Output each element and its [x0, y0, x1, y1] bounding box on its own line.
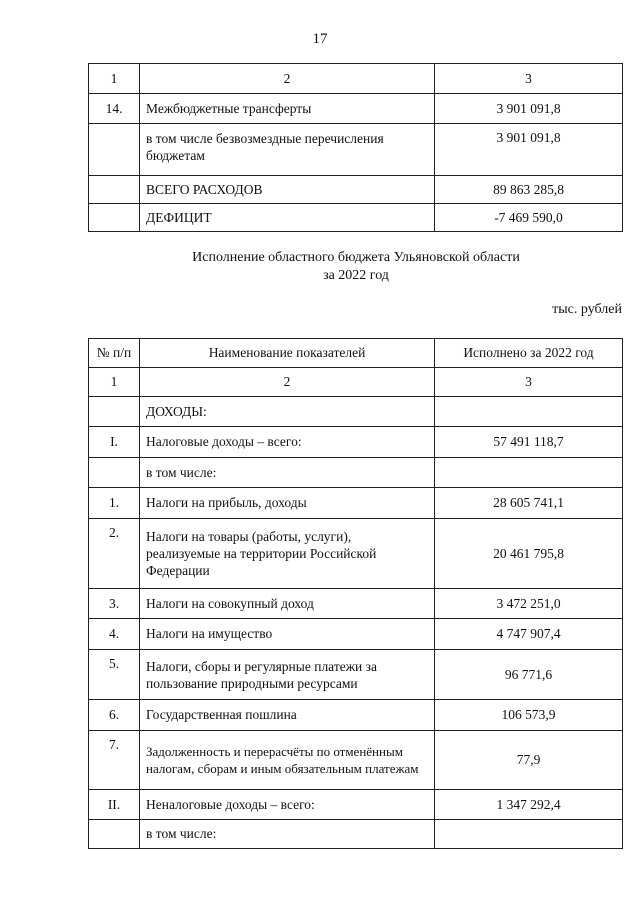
row-value: [435, 458, 623, 488]
report-title: [0, 249, 640, 285]
table-row: [89, 204, 623, 232]
row-name: Налоги на имущество: [140, 619, 435, 650]
row-value: 1 347 292,4: [435, 790, 623, 820]
row-number: [89, 397, 140, 427]
table-row: [89, 820, 623, 849]
table-row: [89, 397, 623, 427]
row-value: 3 472 251,0: [435, 589, 623, 619]
header-col-1: 1: [89, 64, 140, 94]
table-header-row: [89, 339, 623, 368]
row-name: Государственная пошлина: [140, 700, 435, 731]
row-name: Налоговые доходы – всего:: [140, 427, 435, 458]
row-name: в том числе:: [140, 458, 435, 488]
row-name: Налоги на товары (работы, услуги), реализуемые на территории Российской Федерации: [140, 519, 435, 589]
column-number-row: [89, 368, 623, 397]
table-row: [89, 519, 623, 589]
column-number-1: 1: [89, 368, 140, 397]
header-col-2: 2: [140, 64, 435, 94]
row-value: 3 901 091,8: [435, 124, 623, 176]
row-number: 4.: [89, 619, 140, 650]
row-name: ДОХОДЫ:: [140, 397, 435, 427]
row-value: [435, 820, 623, 849]
table-row: [89, 488, 623, 519]
row-number: II.: [89, 790, 140, 820]
table-row: [89, 790, 623, 820]
table-row: [89, 589, 623, 619]
row-name: ВСЕГО РАСХОДОВ: [140, 176, 435, 204]
table-row: [89, 650, 623, 700]
row-name: Задолженность и перерасчёты по отменённым налогам, сборам и иным обязательным платежам: [140, 731, 435, 790]
table-row: [89, 94, 623, 124]
row-value: -7 469 590,0: [435, 204, 623, 232]
row-number: 6.: [89, 700, 140, 731]
row-name: Неналоговые доходы – всего:: [140, 790, 435, 820]
row-number: 3.: [89, 589, 140, 619]
budget-execution-table: [88, 338, 623, 849]
row-name: Налоги, сборы и регулярные платежи за пользование природными ресурсами: [140, 650, 435, 700]
row-name: ДЕФИЦИТ: [140, 204, 435, 232]
row-number: 5.: [89, 650, 140, 700]
column-number-3: 3: [435, 368, 623, 397]
row-number: I.: [89, 427, 140, 458]
table-header-row: [89, 64, 623, 94]
table-row: [89, 731, 623, 790]
row-number: [89, 176, 140, 204]
row-number: 7.: [89, 731, 140, 790]
unit-label: тыс. рублей: [552, 302, 622, 317]
row-number: [89, 124, 140, 176]
row-name: в том числе:: [140, 820, 435, 849]
row-name: Межбюджетные трансферты: [140, 94, 435, 124]
row-number: [89, 204, 140, 232]
row-value: 89 863 285,8: [435, 176, 623, 204]
row-value: 106 573,9: [435, 700, 623, 731]
table-row: [89, 176, 623, 204]
expenses-table: [88, 63, 623, 232]
row-number: [89, 820, 140, 849]
table-row: [89, 124, 623, 176]
table-row: [89, 458, 623, 488]
row-name: Налоги на прибыль, доходы: [140, 488, 435, 519]
row-value: 3 901 091,8: [435, 94, 623, 124]
page-number: 17: [312, 31, 328, 47]
header-col-3: 3: [435, 64, 623, 94]
row-value: 96 771,6: [435, 650, 623, 700]
row-number: [89, 458, 140, 488]
header-name: Наименование показателей: [140, 339, 435, 368]
table-row: [89, 700, 623, 731]
table-row: [89, 619, 623, 650]
header-executed: Исполнено за 2022 год: [435, 339, 623, 368]
row-name: в том числе безвозмездные перечисления бюджетам: [140, 124, 435, 176]
row-name: Налоги на совокупный доход: [140, 589, 435, 619]
row-value: [435, 397, 623, 427]
column-number-2: 2: [140, 368, 435, 397]
row-number: 2.: [89, 519, 140, 589]
row-number: 1.: [89, 488, 140, 519]
row-value: 28 605 741,1: [435, 488, 623, 519]
table-row: [89, 427, 623, 458]
row-number: 14.: [89, 94, 140, 124]
row-value: 57 491 118,7: [435, 427, 623, 458]
header-number: № п/п: [89, 339, 140, 368]
row-value: 4 747 907,4: [435, 619, 623, 650]
row-value: 77,9: [435, 731, 623, 790]
report-title-line-2: за 2022 год: [323, 268, 389, 283]
row-value: 20 461 795,8: [435, 519, 623, 589]
report-title-line-1: Исполнение областного бюджета Ульяновской области: [192, 250, 520, 265]
